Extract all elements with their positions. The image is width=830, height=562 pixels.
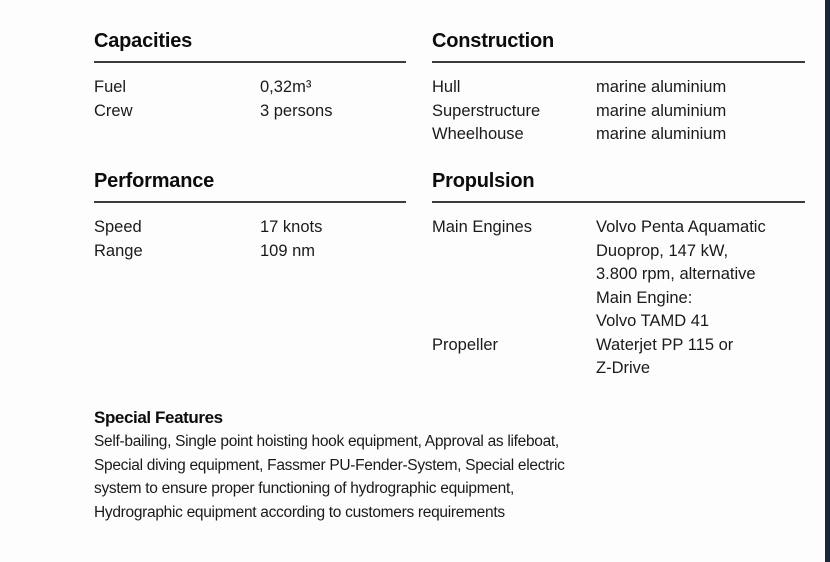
range-value: 109 nm	[260, 241, 316, 260]
wheelhouse-value: marine aluminium	[596, 125, 727, 143]
crew-label: Crew	[94, 101, 133, 120]
fuel-label: Fuel	[94, 78, 127, 96]
construction-rule	[432, 61, 805, 63]
construction-rows	[432, 76, 805, 147]
capacities-heading: Capacities	[94, 30, 193, 52]
superstructure-label: Superstructure	[432, 101, 541, 120]
section-construction	[432, 30, 805, 147]
spec-row-superstructure	[432, 100, 805, 124]
main-engines-value-line: Duoprop, 147 kW,	[596, 241, 729, 260]
spec-row-hull	[432, 76, 805, 100]
construction-heading: Construction	[432, 30, 555, 52]
special-features-text	[94, 430, 754, 524]
propeller-value	[596, 334, 805, 381]
wheelhouse-label: Wheelhouse	[432, 125, 524, 143]
performance-rows	[94, 216, 406, 263]
section-capacities	[94, 30, 406, 123]
propulsion-rows	[432, 216, 805, 381]
special-features-heading: Special Features	[94, 408, 223, 427]
fuel-value: 0,32m³	[260, 78, 312, 96]
main-engines-label: Main Engines	[432, 218, 532, 236]
capacities-rule	[94, 61, 406, 63]
performance-rule	[94, 201, 406, 203]
special-features-line: Special diving equipment, Fassmer PU-Fender-System, Special electric	[94, 456, 565, 474]
special-features-line: system to ensure proper functioning of hydrographic equipment,	[94, 480, 514, 497]
propulsion-rule	[432, 201, 805, 203]
special-features-line: Self-bailing, Single point hoisting hook equipment, Approval as lifeboat,	[94, 433, 559, 450]
main-engines-value-line: Volvo Penta Aquamatic	[596, 218, 766, 236]
spec-row-fuel	[94, 76, 406, 100]
spec-row-crew	[94, 100, 406, 124]
speed-label: Speed	[94, 218, 142, 236]
speed-value: 17 knots	[260, 218, 323, 236]
spec-row-propeller	[432, 334, 805, 381]
hull-value: marine aluminium	[596, 78, 727, 96]
page-right-border	[825, 0, 830, 562]
hull-label: Hull	[432, 78, 461, 96]
crew-value: 3 persons	[260, 101, 333, 120]
main-engines-value-line: Volvo TAMD 41	[596, 312, 710, 330]
section-special-features	[94, 406, 754, 524]
range-label: Range	[94, 241, 143, 260]
spec-row-range	[94, 240, 406, 264]
propeller-label: Propeller	[432, 335, 499, 354]
section-performance	[94, 170, 406, 263]
spec-row-speed	[94, 216, 406, 240]
section-propulsion	[432, 170, 805, 381]
propeller-value-line: Z-Drive	[596, 359, 651, 377]
propeller-value-line: Waterjet PP 115 or	[596, 335, 734, 354]
spec-row-wheelhouse	[432, 123, 805, 147]
spec-row-main-engines	[432, 216, 805, 334]
capacities-rows	[94, 76, 406, 123]
propulsion-heading: Propulsion	[432, 170, 535, 192]
main-engines-value-line: Main Engine:	[596, 288, 693, 307]
main-engines-value	[596, 216, 805, 334]
performance-heading: Performance	[94, 170, 215, 192]
main-engines-value-line: 3.800 rpm, alternative	[596, 265, 756, 283]
superstructure-value: marine aluminium	[596, 101, 727, 120]
special-features-line: Hydrographic equipment according to customers requirements	[94, 503, 505, 521]
